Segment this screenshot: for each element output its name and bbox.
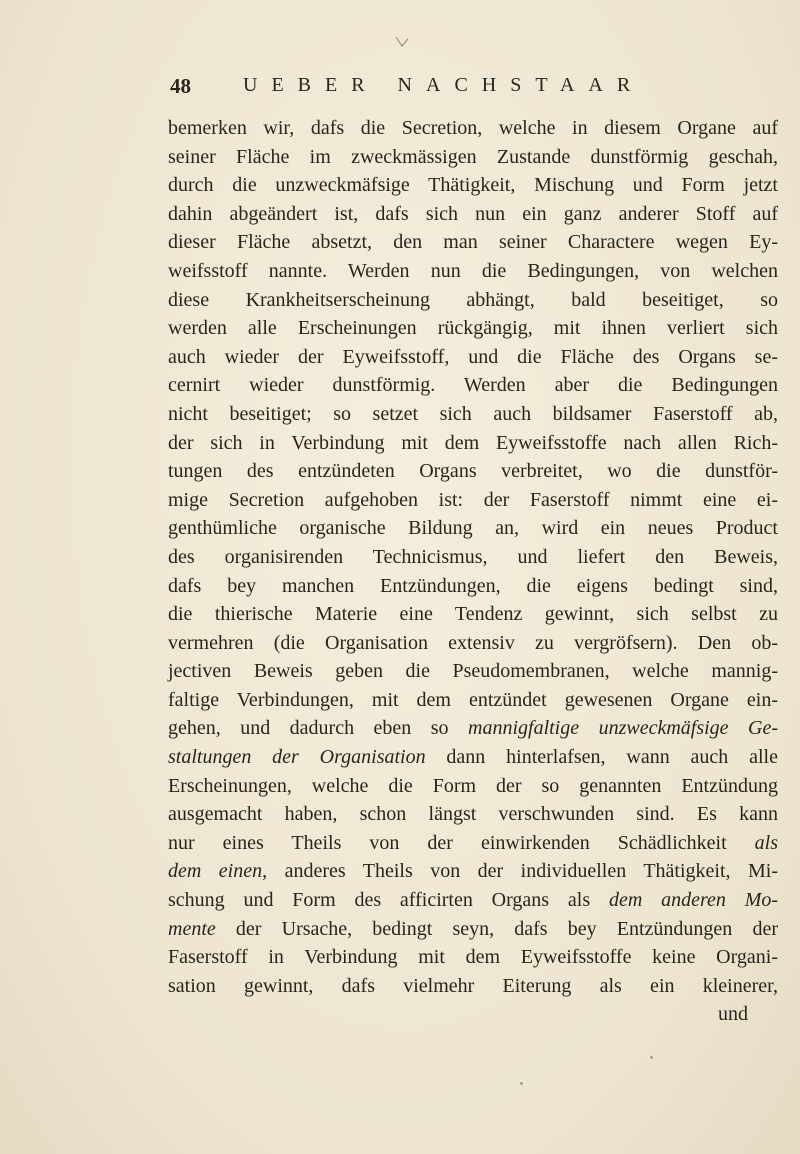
text-line: nicht beseitiget; so setzet sich auch bildsamer Faserstoff ab, [168,402,778,425]
body-text [168,114,778,1134]
paper-speck [650,1056,653,1059]
text-line: diese Krankheitserscheinung abhängt, bald beseitiget, so [168,288,778,311]
text-line: jectiven Beweis geben die Pseudomembranen, welche mannig- [168,660,778,683]
page-header [150,74,770,108]
italic-phrase: dem anderen Mo- [608,889,779,912]
page-number: 48 [170,74,191,98]
text-line: dahin abgeändert ist, dafs sich nun ein ganz anderer Stoff auf [168,202,778,225]
text-line: tungen des entzündeten Organs verbreitet, wo die dunstför- [168,460,778,483]
text-line [168,886,778,915]
text-line [168,857,778,886]
text-line: durch die unzweckmäfsige Thätigkeit, Mischung und Form jetzt [168,174,778,197]
italic-phrase: als [754,831,778,854]
text-run: gehen, und dadurch eben so [168,717,469,740]
text-line [168,743,778,772]
text-line [168,829,778,858]
text-line: cernirt wieder dunstförmig. Werden aber die Bedingungen [168,374,778,397]
italic-phrase: staltungen der Organisation [168,746,426,769]
text-line: dafs bey manchen Entzündungen, die eigens bedingt sind, [168,574,778,597]
text-run: , anderes Theils von der individuellen Thätigkeit, Mi- [262,860,778,883]
text-line: bemerken wir, dafs die Secretion, welche in diesem Organe auf [168,117,778,139]
text-line: ausgemacht haben, schon längst verschwunden sind. Es kann [168,803,778,826]
text-line: dieser Fläche absetzt, den man seiner Charactere wegen Ey- [168,231,778,254]
text-line: seiner Fläche im zweckmässigen Zustande dunstförmig geschah, [168,145,778,168]
text-line: Faserstoff in Verbindung mit dem Eyweifsstoffe keine Organi- [168,946,778,969]
italic-phrase: mente [168,917,216,940]
text-line [168,915,778,944]
text-line: Erscheinungen, welche die Form der so genannten Entzündung [168,774,778,797]
paper-speck [520,1082,523,1085]
italic-phrase: dem einen [168,860,263,883]
running-title: UEBER NACHSTAAR [243,74,645,96]
text-run: dann hinterlafsen, wann auch alle [425,746,778,769]
text-line: mige Secretion aufgehoben ist: der Faserstoff nimmt eine ei- [168,488,778,511]
italic-phrase: mannigfaltige unzweckmäfsige Ge- [468,717,778,740]
text-line: genthümliche organische Bildung an, wird ein neues Product [168,517,778,540]
text-line [168,714,778,743]
text-line: sation gewinnt, dafs vielmehr Eiterung als ein kleinerer, [168,974,778,997]
pencil-mark-icon [395,36,409,48]
text-run: schung und Form des afficirten Organs als [168,889,609,912]
text-line: werden alle Erscheinungen rückgängig, mit ihnen verliert sich [168,317,778,340]
text-line: vermehren (die Organisation extensiv zu vergröfsern). Den ob- [168,631,778,654]
text-run: nur eines Theils von der einwirkenden Schädlichkeit [168,831,755,854]
text-line: und [718,1003,748,1026]
text-line: die thierische Materie eine Tendenz gewinnt, sich selbst zu [168,603,778,626]
text-line: der sich in Verbindung mit dem Eyweifsstoffe nach allen Rich- [168,431,778,454]
text-line: weifsstoff nannte. Werden nun die Bedingungen, von welchen [168,259,778,282]
text-line: faltige Verbindungen, mit dem entzündet gewesenen Organe ein- [168,688,778,711]
text-line: auch wieder der Eyweifsstoff, und die Fläche des Organs se- [168,345,778,368]
text-line: des organisirenden Technicismus, und liefert den Beweis, [168,545,778,568]
text-run: der Ursache, bedingt seyn, dafs bey Entzündungen der [215,917,778,940]
